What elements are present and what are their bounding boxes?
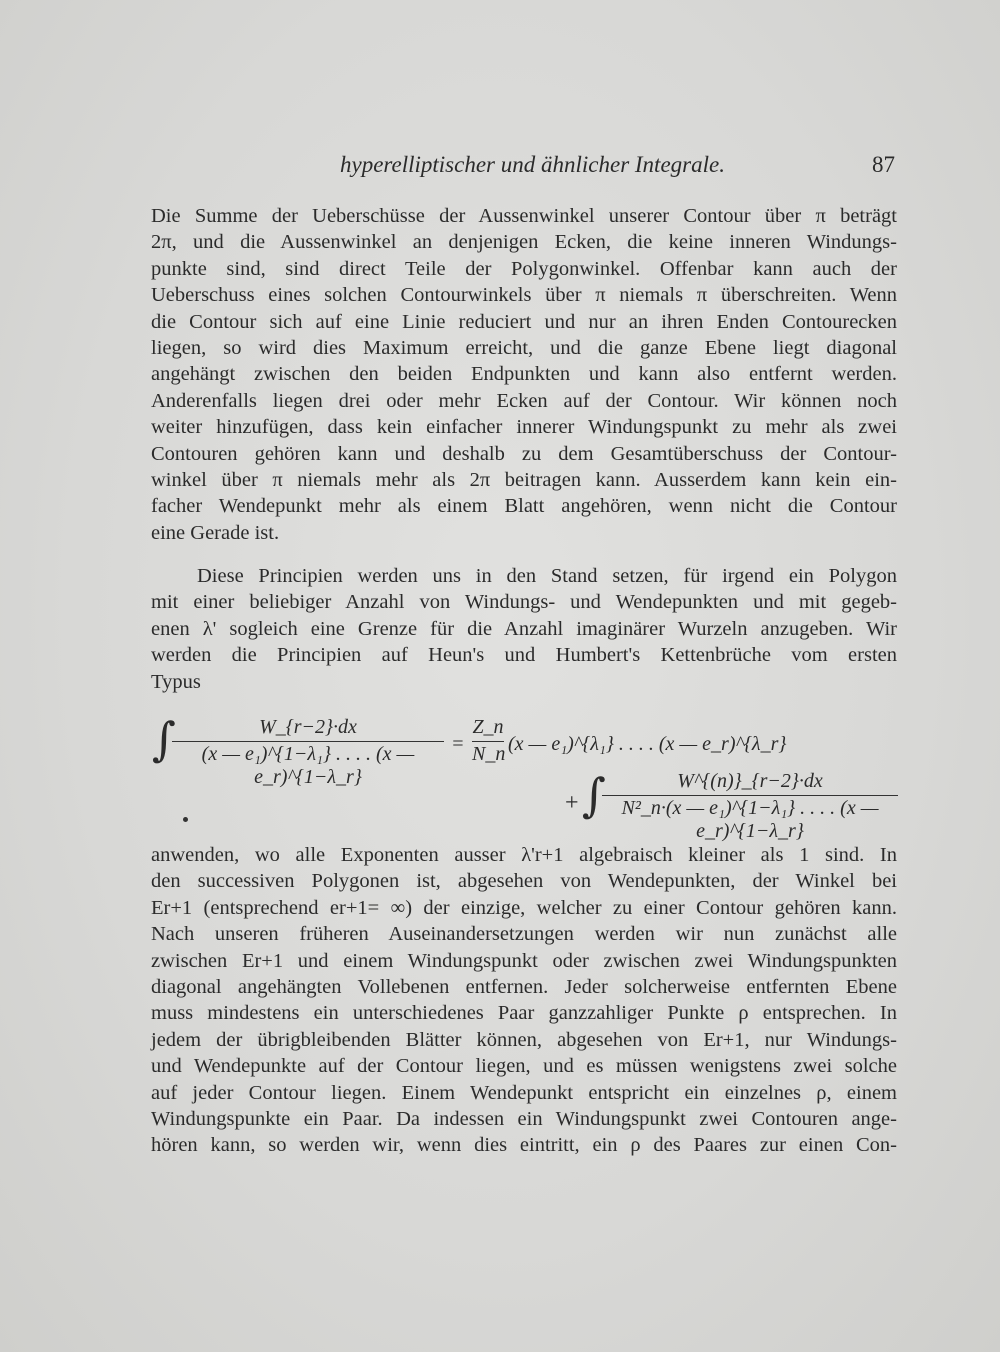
plus-sign: + <box>565 790 579 816</box>
printer-mark <box>183 817 188 822</box>
text-line: auf jeder Contour liegen. Einem Wendepunkt entspricht ein einzelnes ρ, einem <box>151 1081 897 1104</box>
text-line: Die Summe der Ueberschüsse der Aussenwinkel unserer Contour über π beträgt <box>151 205 897 227</box>
text-line: jedem der übrigbleibenden Blätter können, abgesehen von Er+1, nur Windungs- <box>151 1028 897 1051</box>
text-line: mit einer beliebiger Anzahl von Windungs- und Wendepunkten und mit gegeb- <box>151 591 897 614</box>
text-line: Windungspunkte ein Paar. Da indessen ein Windungspunkt zwei Contouren ange- <box>151 1108 897 1131</box>
text-line: Contouren gehören kann und deshalb zu dem Gesamtüberschuss der Contour- <box>151 442 897 465</box>
text-line: werden die Principien auf Heun's und Humbert's Kettenbrüche vom ersten <box>151 644 897 667</box>
text-line: und Wendepunkte auf der Contour liegen, und es müssen wenigstens zwei solche <box>151 1055 897 1078</box>
text-line: Typus <box>151 670 201 693</box>
text-line: zwischen Er+1 und einem Windungspunkt oder zwischen zwei Windungspunkten <box>151 949 897 972</box>
lhs-fraction <box>172 716 444 789</box>
integral-sign: ∫ <box>582 768 606 822</box>
text-line: punkte sind, sind direct Teile der Polygonwinkel. Offenbar kann auch der <box>151 257 897 280</box>
second-numerator: W^{(n)}_{r−2}·dx <box>677 770 823 792</box>
rhs-product: (x — e₁)^{λ₁} . . . . (x — e_r)^{λ_r} <box>508 733 787 755</box>
text-line: 2π, und die Aussenwinkel an denjenigen Ecken, die keine inneren Windungs- <box>151 231 897 254</box>
paragraph-1 <box>151 203 897 546</box>
text-line: muss mindestens ein unterschiedenes Paar ganzzahliger Punkte ρ entsprechen. In <box>151 1002 897 1025</box>
coefficient-fraction <box>472 716 504 766</box>
running-head: hyperelliptischer und ähnlicher Integrale. <box>340 152 725 177</box>
text-line: diagonal angehängten Vollebenen entfernen. Jeder solcherweise entfernten Ebene <box>151 976 897 999</box>
lhs-denominator: (x — e₁)^{1−λ₁} . . . . (x — e_r)^{1−λ_r} <box>172 741 444 789</box>
coefficient-denominator: N_n <box>472 743 506 765</box>
second-denominator: N²_n·(x — e₁)^{1−λ₁} . . . . (x — e_r)^{1−λ_r} <box>602 795 898 843</box>
text-line: liegen, so wird dies Maximum erreicht, und die ganze Ebene liegt diagonal <box>151 337 897 360</box>
text-line: angehängt zwischen den beiden Endpunkten und kann also entfernt werden. <box>151 363 897 386</box>
page-number: 87 <box>872 152 895 177</box>
second-integral-fraction <box>602 770 898 843</box>
text-line: hören kann, so werden wir, wenn dies eintritt, ein ρ des Paares zur einen Con- <box>151 1134 897 1157</box>
equals-sign: = <box>451 733 465 755</box>
text-line: winkel über π niemals mehr als 2π beitragen kann. Ausserdem kann kein ein- <box>151 469 897 492</box>
text-line: eine Gerade ist. <box>151 521 280 544</box>
paragraph-2 <box>151 563 897 695</box>
text-line: anwenden, wo alle Exponenten ausser λ'r+1 algebraisch kleiner als 1 sind. In <box>151 844 897 866</box>
text-line: die Contour sich auf eine Linie reduciert und nur an ihren Enden Contourecken <box>151 310 897 333</box>
paragraph-3 <box>151 842 897 1159</box>
text-line: Er+1 (entsprechend er+1= ∞) der einzige, welcher zu einer Contour gehören kann. <box>151 896 897 919</box>
text-line: Ueberschuss eines solchen Contourwinkels über π niemals π überschreiten. Wenn <box>151 284 897 307</box>
coefficient-numerator: Z_n <box>472 716 504 738</box>
text-line: weiter hinzufügen, dass kein einfacher innerer Windungspunkt zu mehr als zwei <box>151 416 897 439</box>
text-line: facher Wendepunkt mehr als einem Blatt angehören, wenn nicht die Contour <box>151 495 897 518</box>
text-line: den successiven Polygonen ist, abgesehen von Wendepunkten, der Winkel bei <box>151 870 897 893</box>
lhs-numerator: W_{r−2}·dx <box>259 716 357 738</box>
text-line: enen λ' sogleich eine Grenze für die Anzahl imaginärer Wurzeln anzugeben. Wir <box>151 617 897 640</box>
text-line: Diese Principien werden uns in den Stand setzen, für irgend ein Polygon <box>197 565 897 587</box>
text-line: Nach unseren früheren Auseinandersetzungen werden wir nun zunächst alle <box>151 923 897 946</box>
integral-sign: ∫ <box>152 712 176 766</box>
text-line: Anderenfalls liegen drei oder mehr Ecken auf der Contour. Wir können noch <box>151 389 897 412</box>
